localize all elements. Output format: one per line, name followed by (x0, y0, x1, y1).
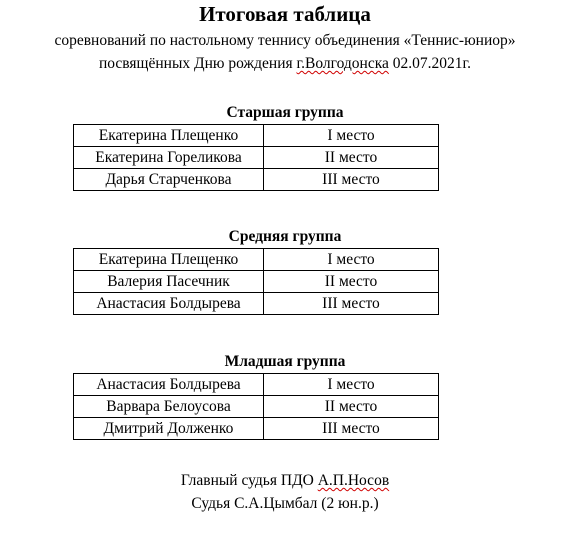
middle-group-heading: Средняя группа (228, 228, 342, 245)
participant-name: Екатерина Плещенко (74, 125, 264, 147)
table-row (74, 147, 439, 169)
participant-place: I место (264, 374, 439, 396)
participant-name: Дарья Старченкова (74, 169, 264, 191)
table-row (74, 418, 439, 440)
participant-place: III место (264, 169, 439, 191)
junior-group-table (73, 373, 439, 440)
participant-place: I место (264, 125, 439, 147)
subtitle-line-2-prefix: посвящённых Дню рождения (99, 55, 297, 72)
junior-group-heading: Младшая группа (224, 353, 346, 370)
chief-judge-line (0, 471, 570, 491)
table-row (74, 271, 439, 293)
senior-group-heading: Старшая группа (226, 104, 344, 121)
chief-judge-title: Главный судья ПДО (180, 472, 318, 489)
middle-group-table (73, 248, 439, 315)
table-row (74, 374, 439, 396)
subtitle-line-1: соревнований по настольному теннису объединения «Теннис-юниор» (54, 32, 516, 49)
document-title: Итоговая таблица (199, 2, 371, 26)
participant-name: Екатерина Плещенко (74, 249, 264, 271)
participant-name: Валерия Пасечник (74, 271, 264, 293)
table-row (74, 169, 439, 191)
participant-place: III место (264, 293, 439, 315)
table-row (74, 249, 439, 271)
participant-place: I место (264, 249, 439, 271)
participant-name: Анастасия Болдырева (74, 374, 264, 396)
senior-group-table (73, 124, 439, 191)
subtitle-line-2-date: 02.07.2021г. (388, 55, 471, 72)
participant-name: Екатерина Гореликова (74, 147, 264, 169)
participant-place: II место (264, 271, 439, 293)
subtitle-line-2 (0, 54, 570, 74)
participant-name: Дмитрий Долженко (74, 418, 264, 440)
participant-name: Анастасия Болдырева (74, 293, 264, 315)
judge-line: Судья С.А.Цымбал (2 юн.р.) (191, 495, 379, 512)
participant-place: III место (264, 418, 439, 440)
participant-place: II место (264, 147, 439, 169)
participant-name: Варвара Белоусова (74, 396, 264, 418)
table-row (74, 293, 439, 315)
subtitle-city: г.Волгодонска (296, 55, 389, 72)
participant-place: II место (264, 396, 439, 418)
table-row (74, 396, 439, 418)
table-row (74, 125, 439, 147)
chief-judge-name: А.П.Носов (317, 472, 390, 489)
